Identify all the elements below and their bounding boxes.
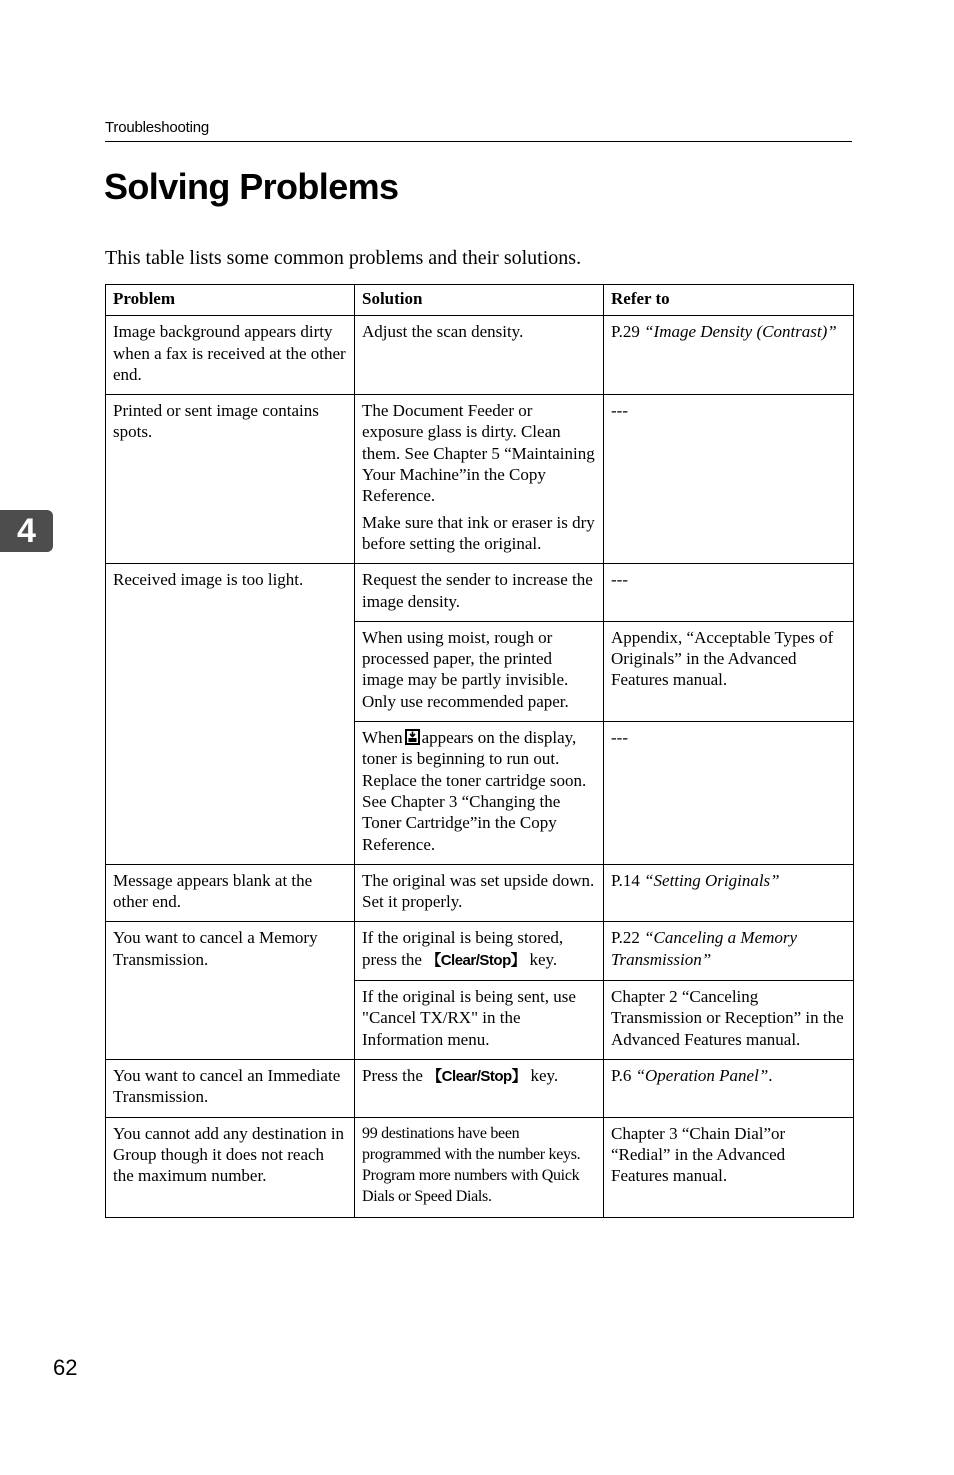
- solution-cell: The original was set upside down. Set it properly.: [355, 864, 604, 922]
- reference-page: P.14: [611, 870, 645, 890]
- column-header-solution: Solution: [355, 285, 604, 316]
- reference-cell: [604, 1059, 854, 1117]
- table-row: [106, 864, 854, 922]
- reference-title: “Canceling a Memory Transmission”: [611, 928, 798, 969]
- solution-cell: When using moist, rough or processed paper, the printed image may be partly invisible. Only use recommended paper.: [355, 621, 604, 721]
- page-number: 62: [53, 1355, 78, 1380]
- problem-cell: Received image is too light.: [106, 564, 355, 865]
- reference-cell: Chapter 2 “Canceling Transmission or Reception” in the Advanced Features manual.: [604, 981, 854, 1060]
- reference-suffix: .: [768, 1065, 773, 1085]
- clear-stop-key-label: 【Clear/Stop】: [426, 951, 526, 969]
- solution-text: Press the: [362, 1065, 423, 1085]
- reference-cell: [604, 316, 854, 395]
- solution-text: key.: [530, 1065, 559, 1085]
- reference-cell: ---: [604, 395, 854, 564]
- reference-title: “Operation Panel”: [635, 1065, 769, 1085]
- table-header-row: [106, 285, 854, 316]
- running-header: Troubleshooting: [105, 119, 210, 136]
- reference-cell: ---: [604, 722, 854, 865]
- problem-cell: You want to cancel a Memory Transmission.: [106, 922, 355, 1059]
- problem-cell: You cannot add any destination in Group though it does not reach the maximum number.: [106, 1117, 355, 1217]
- problem-cell: You want to cancel an Immediate Transmission.: [106, 1059, 355, 1117]
- table-row: [106, 1117, 854, 1217]
- solution-text: key.: [529, 949, 558, 969]
- table-row: [106, 922, 854, 981]
- solution-cell: Adjust the scan density.: [355, 316, 604, 395]
- reference-cell: Chapter 3 “Chain Dial”or “Redial” in the Advanced Features manual.: [604, 1117, 854, 1217]
- solution-cell: If the original is being sent, use "Cancel TX/RX" in the Information menu.: [355, 981, 604, 1060]
- reference-page: P.29: [611, 322, 645, 342]
- solution-cell: [355, 722, 604, 865]
- solution-text: If the original is being stored, press the: [362, 928, 564, 969]
- solution-cell: [355, 922, 604, 981]
- reference-title: “Setting Originals”: [644, 870, 780, 890]
- problem-cell: Image background appears dirty when a fax is received at the other end.: [106, 316, 355, 395]
- solution-cell: [355, 1059, 604, 1117]
- solution-text: When: [362, 728, 403, 748]
- reference-page: P.6: [611, 1065, 636, 1085]
- reference-title: “Image Density (Contrast)”: [644, 322, 837, 342]
- table-row: [106, 564, 854, 622]
- reference-cell: Appendix, “Acceptable Types of Originals” in the Advanced Features manual.: [604, 621, 854, 721]
- solution-text: appears on the display, toner is beginning to run out. Replace the toner cartridge soon. See Chapter 3 “Changing the Toner Cartridge”in the Copy Reference.: [362, 728, 587, 854]
- solution-cell: 99 destinations have been programmed with the number keys. Program more numbers with Quick Dials or Speed Dials.: [355, 1117, 604, 1217]
- reference-page: P.22: [611, 928, 645, 948]
- page-title: Solving Problems: [104, 166, 399, 207]
- problem-cell: Message appears blank at the other end.: [106, 864, 355, 922]
- solution-paragraph: The Document Feeder or exposure glass is dirty. Clean them. See Chapter 5 “Maintaining Your Machine”in the Copy Reference.: [362, 401, 595, 506]
- intro-text: This table lists some common problems and their solutions.: [105, 247, 582, 269]
- problems-table: [105, 284, 854, 1218]
- chapter-tab: [0, 510, 53, 552]
- reference-cell: ---: [604, 564, 854, 622]
- table-row: [106, 395, 854, 564]
- column-header-refer-to: Refer to: [604, 285, 854, 316]
- problem-cell: Printed or sent image contains spots.: [106, 395, 355, 564]
- chapter-number: 4: [17, 511, 36, 550]
- reference-cell: [604, 922, 854, 981]
- table-row: [106, 316, 854, 395]
- header-rule: [105, 141, 852, 142]
- toner-low-icon: [405, 729, 420, 745]
- table-row: [106, 1059, 854, 1117]
- clear-stop-key-label: 【Clear/Stop】: [427, 1067, 527, 1085]
- solution-paragraph: Make sure that ink or eraser is dry before setting the original.: [362, 512, 595, 553]
- solution-cell: [355, 395, 604, 564]
- reference-cell: [604, 864, 854, 922]
- column-header-problem: Problem: [106, 285, 355, 316]
- solution-cell: Request the sender to increase the image density.: [355, 564, 604, 622]
